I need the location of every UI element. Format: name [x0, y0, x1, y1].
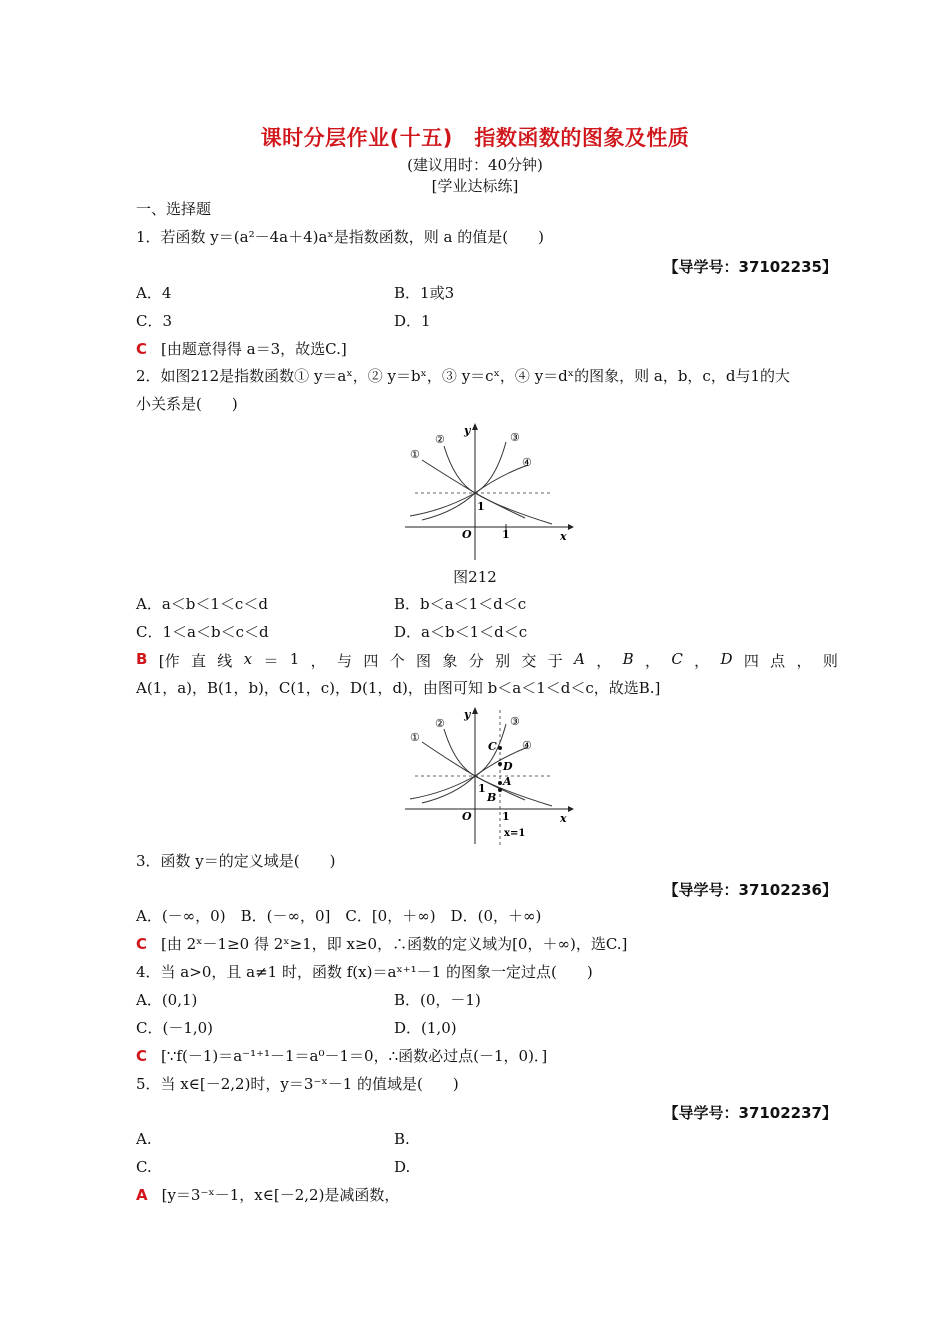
- q1-guide-number: 【导学号：37102235】: [663, 258, 837, 276]
- q2-option-d: D．a＜b＜1＜d＜c: [394, 623, 528, 641]
- q4-option-b: B．(0，－1): [394, 991, 481, 1009]
- q2-explain-word: 四: [743, 652, 759, 670]
- q2-explain-word: ＝: [263, 652, 279, 670]
- q1-answer: C: [136, 340, 148, 358]
- q2-answer: B: [136, 650, 148, 668]
- q5-answer: A: [136, 1186, 148, 1204]
- q2-explain-word: 线: [217, 652, 233, 670]
- curve-2-label: ②: [435, 717, 445, 730]
- x-axis-arrow: [568, 524, 574, 530]
- page-title: 课时分层作业(十五) 指数函数的图象及性质: [260, 126, 690, 150]
- q5-guide-number: 【导学号：37102237】: [663, 1104, 837, 1122]
- q5-stem: 5．当 x∈[－2,2)时，y＝3⁻ˣ－1 的值域是( ): [136, 1075, 459, 1093]
- y-axis-arrow: [472, 423, 478, 430]
- q4-option-a: A．(0,1): [136, 991, 198, 1009]
- q4-stem: 4．当 a>0，且 a≠1 时，函数 f(x)＝aˣ⁺¹－1 的图象一定过点( ): [136, 963, 593, 981]
- x-equals-1-label: x=1: [504, 828, 526, 839]
- curve-1-label: ①: [410, 448, 420, 461]
- q2-explain-word: C: [671, 650, 683, 668]
- point-b-label: B: [487, 791, 497, 804]
- q2-explain-word: 象: [442, 652, 458, 670]
- q4-explanation: [∵f(－1)＝a⁻¹⁺¹－1＝a⁰－1＝0，∴函数必过点(－1，0)．]: [161, 1047, 548, 1065]
- point-d: [498, 762, 502, 766]
- y-axis-arrow: [472, 707, 478, 714]
- q3-answer: C: [136, 935, 148, 953]
- q3-stem: 3．函数 y＝的定义域是( ): [136, 852, 336, 870]
- point-d-label: D: [503, 760, 513, 773]
- point-c-label: C: [488, 740, 497, 753]
- curve-3-label: ③: [510, 431, 520, 444]
- curve-2-label: ②: [435, 433, 445, 446]
- q2-stem-line2: 小关系是( ): [136, 395, 238, 413]
- q1-answer-line: [136, 339, 347, 359]
- q2-explain-word: ，: [796, 652, 812, 670]
- q2-explain-word: D: [720, 650, 733, 668]
- q2-explain-word: 1: [289, 650, 300, 668]
- q2-explain-word: 与: [337, 652, 353, 670]
- q2-explain-word: 交: [521, 652, 537, 670]
- figure-212: [400, 420, 575, 565]
- q2-explain-word: ，: [644, 652, 660, 670]
- q2-explanation-line1: [136, 650, 838, 671]
- q5-answer-line: [136, 1185, 399, 1205]
- q4-option-c: C．(－1,0): [136, 1019, 214, 1037]
- curve-4-label: ④: [522, 739, 532, 752]
- point-b: [498, 788, 502, 792]
- q2-explain-word: [作: [158, 652, 180, 670]
- q2-option-b: B．b＜a＜1＜d＜c: [394, 595, 527, 613]
- curve-3: [410, 442, 506, 516]
- x-tick-1-label: 1: [502, 528, 510, 541]
- q2-explain-word: ，: [694, 652, 710, 670]
- y-axis-label: y: [464, 708, 471, 721]
- q1-option-c: C．3: [136, 312, 173, 330]
- y-intercept-label: 1: [477, 500, 485, 513]
- origin-label: O: [462, 810, 472, 823]
- q5-option-d: D.: [394, 1158, 411, 1176]
- q1-option-b: B．1或3: [394, 284, 455, 302]
- y-axis-label: y: [464, 424, 471, 437]
- q2-explain-word: 个: [389, 652, 405, 670]
- q2-explain-word: ，: [596, 652, 612, 670]
- solution-figure: [400, 704, 575, 849]
- q3-answer-line: [136, 934, 627, 954]
- q2-explain-word: 分: [468, 652, 484, 670]
- q4-option-d: D．(1,0): [394, 1019, 457, 1037]
- q2-explain-word: ，: [310, 652, 326, 670]
- q3-explanation: [由 2ˣ－1≥0 得 2ˣ≥1，即 x≥0，∴函数的定义域为[0，＋∞)，选C.]: [161, 935, 628, 953]
- q2-explain-word: 四: [363, 652, 379, 670]
- q1-option-a: A．4: [136, 284, 172, 302]
- curve-4-label: ④: [522, 456, 532, 469]
- figure-caption: 图212: [453, 568, 497, 586]
- q3-guide-number: 【导学号：37102236】: [663, 881, 837, 899]
- q5-explanation: [y＝3⁻ˣ－1，x∈[－2,2)是减函数，: [161, 1186, 400, 1204]
- y-intercept-label: 1: [478, 782, 486, 795]
- curve-3-label: ③: [510, 715, 520, 728]
- section-tag: [学业达标练]: [431, 177, 519, 195]
- curve-3: [410, 724, 506, 799]
- q4-answer: C: [136, 1047, 148, 1065]
- q2-explain-word: 点: [770, 652, 786, 670]
- q2-explain-word: 直: [190, 652, 206, 670]
- q2-stem-line1: 2．如图212是指数函数① y＝aˣ，② y＝bˣ，③ y＝cˣ，④ y＝dˣ的图象，则 a，b，c，d与1的大: [136, 367, 790, 385]
- q2-explain-word: 别: [495, 652, 511, 670]
- origin-label: O: [462, 528, 472, 541]
- q2-explain-word: x: [243, 650, 253, 668]
- q2-explain-word: B: [622, 650, 634, 668]
- q5-option-c: C.: [136, 1158, 152, 1176]
- q2-explain-word: 则: [822, 652, 838, 670]
- suggested-time: (建议用时：40分钟): [407, 156, 543, 174]
- q1-stem: 1．若函数 y＝(a²－4a＋4)aˣ是指数函数，则 a 的值是( ): [136, 228, 544, 246]
- section-heading: 一、选择题: [136, 200, 212, 218]
- q2-explanation-line2: A(1，a)，B(1，b)，C(1，c)，D(1，d)，由图可知 b＜a＜1＜d＜c，故选B.]: [136, 679, 661, 697]
- x-axis-arrow: [568, 806, 574, 812]
- x-axis-label: x: [560, 530, 567, 543]
- q5-option-b: B.: [394, 1130, 410, 1148]
- point-a: [498, 781, 502, 785]
- q1-explanation: [由题意得得 a＝3，故选C.]: [161, 340, 347, 358]
- q2-option-c: C．1＜a＜b＜c＜d: [136, 623, 269, 641]
- q2-option-a: A．a＜b＜1＜c＜d: [136, 595, 268, 613]
- curve-1-label: ①: [410, 731, 420, 744]
- point-a-label: A: [503, 775, 512, 788]
- q4-answer-line: [136, 1046, 547, 1066]
- q2-explain-word: A: [574, 650, 585, 668]
- q5-option-a: A.: [136, 1130, 152, 1148]
- q2-explain-word: 图: [416, 652, 432, 670]
- q3-options: A．(－∞，0) B．(－∞，0] C．[0，＋∞) D．(0，＋∞): [136, 907, 542, 925]
- q1-option-d: D．1: [394, 312, 431, 330]
- x-axis-label: x: [560, 812, 567, 825]
- x-tick-1-label: 1: [502, 810, 510, 823]
- q2-explain-word: 于: [547, 652, 563, 670]
- point-c: [498, 746, 502, 750]
